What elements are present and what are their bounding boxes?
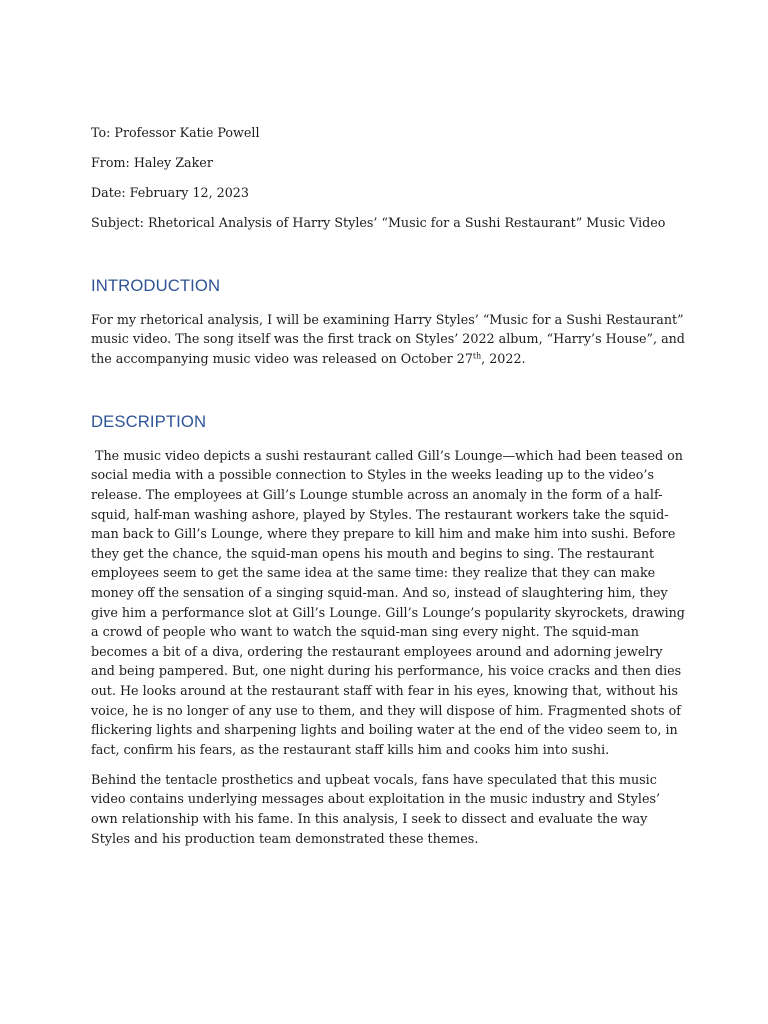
memo-date-line: Date: February 12, 2023: [91, 184, 249, 200]
paragraph-line: music video. The song itself was the first track on Styles’ 2022 album, “Harry’s House”, and: [91, 331, 685, 347]
paragraph-line: becomes a bit of a diva, ordering the restaurant employees around and adorning jewelry: [91, 643, 663, 659]
memo-header: [91, 123, 768, 233]
paragraph-line: For my rhetorical analysis, I will be examining Harry Styles’ “Music for a Sushi Restaurant”: [91, 311, 684, 327]
paragraph-line: they get the chance, the squid-man opens his mouth and begins to sing. The restaurant: [91, 545, 655, 561]
ordinal-superscript: th: [472, 351, 482, 361]
paragraph-line: and being pampered. But, one night during his performance, his voice cracks and then dies: [91, 663, 682, 679]
introduction-heading: INTRODUCTION: [91, 275, 221, 295]
memo-from-line: From: Haley Zaker: [91, 154, 213, 170]
paragraph-line: money off the sensation of a singing squid-man. And so, instead of slaughtering him, they: [91, 585, 668, 601]
paragraph-line: Styles and his production team demonstrated these themes.: [91, 830, 479, 846]
memo-subject-line: Subject: Rhetorical Analysis of Harry Styles’ “Music for a Sushi Restaurant” Music Video: [91, 214, 666, 230]
paragraph-line: video contains underlying messages about exploitation in the music industry and Styles’: [91, 791, 660, 807]
paragraph-line: man back to Gill’s Lounge, where they prepare to kill him and make him into sushi. Before: [91, 526, 676, 542]
paragraph-line: own relationship with his fame. In this analysis, I seek to dissect and evaluate the way: [91, 810, 648, 826]
description-paragraph: [91, 446, 768, 760]
paragraph-line: give him a performance slot at Gill’s Lounge. Gill’s Lounge’s popularity skyrockets, drawing: [91, 604, 685, 620]
paragraph-line: employees seem to get the same idea at the same time: they realize that they can make: [91, 565, 656, 581]
description-heading: DESCRIPTION: [91, 411, 207, 431]
paragraph-line: social media with a possible connection to Styles in the weeks leading up to the video’s: [91, 467, 654, 483]
memo-to-line: To: Professor Katie Powell: [91, 125, 260, 140]
paragraph-line: voice, he is no longer of any use to them, and they will dispose of him. Fragmented shots of: [91, 702, 681, 718]
line-text: , 2022.: [481, 351, 526, 367]
paragraph-line: a crowd of people who want to watch the squid-man sing every night. The squid-man: [91, 624, 639, 640]
paragraph-line: fact, confirm his fears, as the restaurant staff kills him and cooks him into sushi.: [91, 741, 610, 757]
paragraph-line: The music video depicts a sushi restaurant called Gill’s Lounge—which had been teased on: [91, 447, 683, 463]
paragraph-line: squid, half-man washing ashore, played by Styles. The restaurant workers take the squid-: [91, 506, 669, 522]
paragraph-line: Behind the tentacle prosthetics and upbeat vocals, fans have speculated that this music: [91, 771, 657, 787]
paragraph-line: flickering lights and sharpening lights and boiling water at the end of the video seem to, in: [91, 722, 678, 738]
paragraph-line: out. He looks around at the restaurant staff with fear in his eyes, knowing that, without his: [91, 683, 678, 699]
closing-paragraph: [91, 770, 768, 848]
line-text: the accompanying music video was released on October 27: [91, 351, 473, 367]
paragraph-line: release. The employees at Gill’s Lounge stumble across an anomaly in the form of a half-: [91, 487, 663, 503]
paragraph-line: [91, 349, 768, 369]
introduction-paragraph: [91, 310, 768, 369]
